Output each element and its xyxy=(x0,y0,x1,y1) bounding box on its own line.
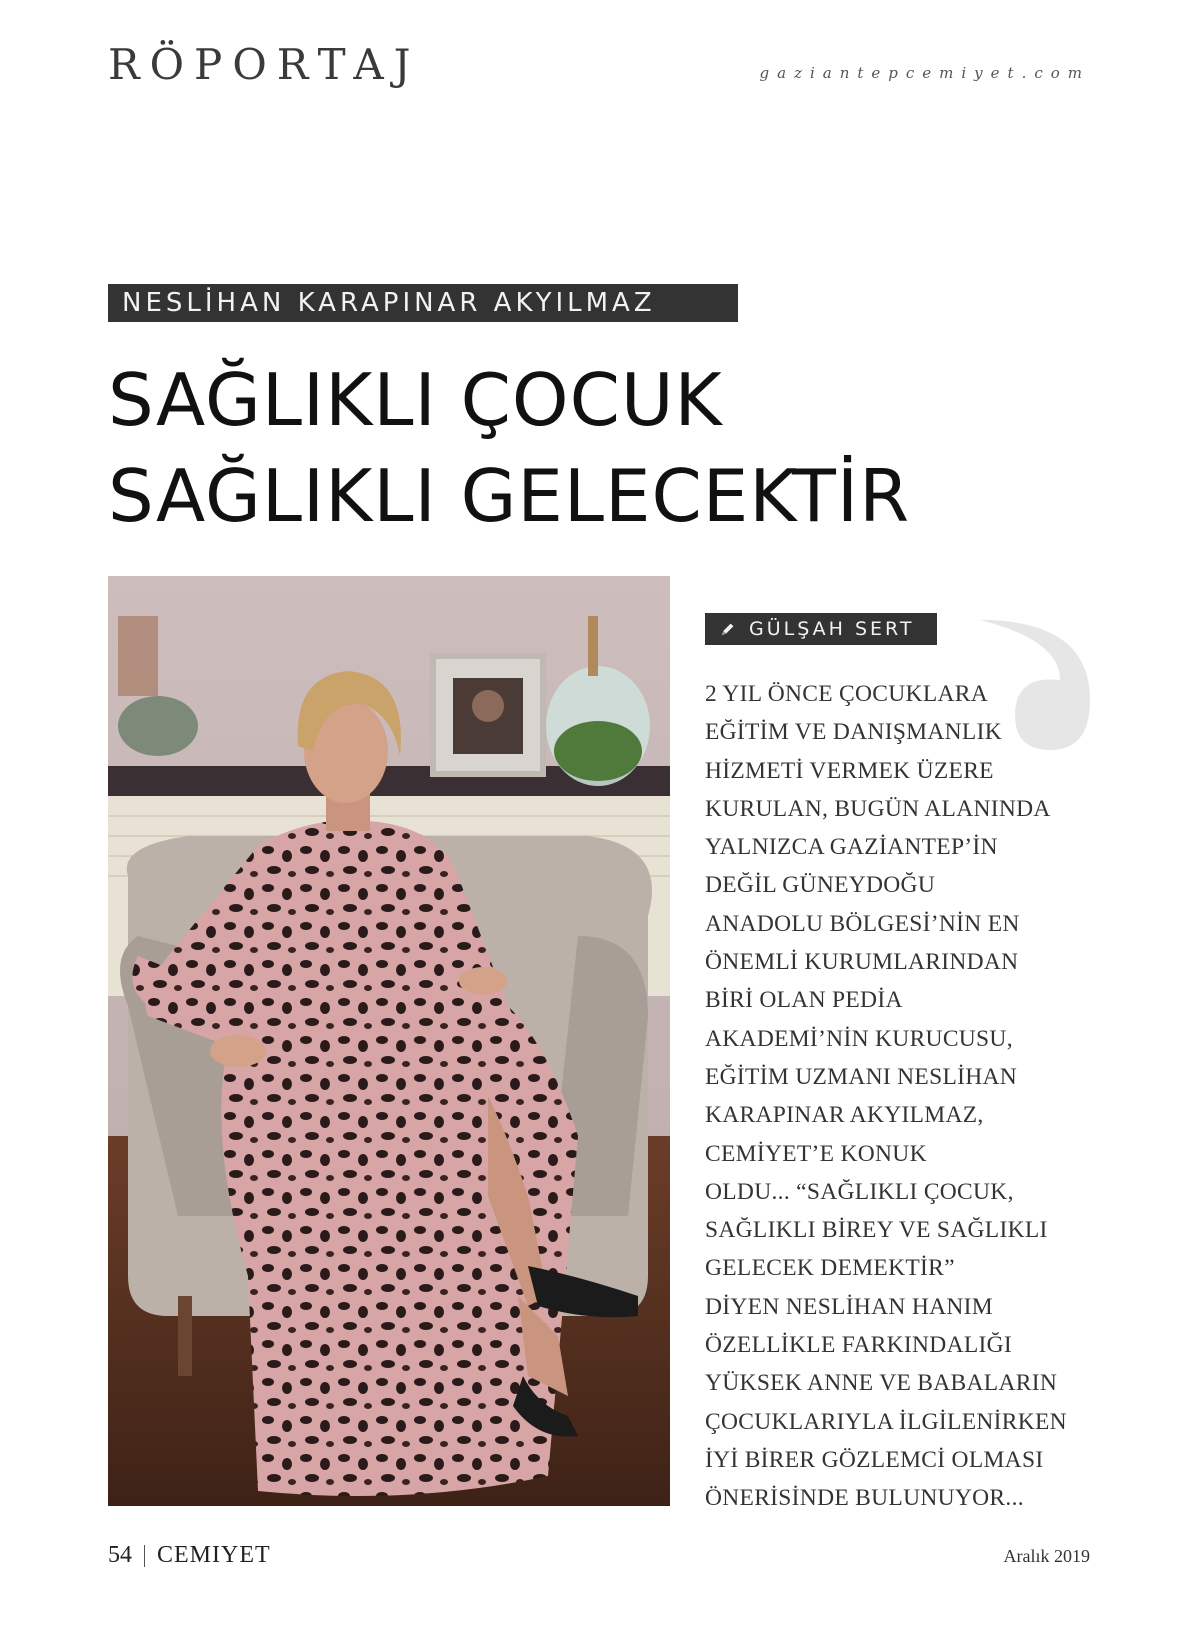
article-intro: 2 YIL ÖNCE ÇOCUKLARA EĞİTİM VE DANIŞMANLIK HİZMETİ VERMEK ÜZERE KURULAN, BUGÜN ALANINDA YALNIZCA GAZİANTEP’İN DEĞİL GÜNEYDOĞU ANADOLU BÖLGESİ’NİN EN ÖNEMLİ KURUMLARINDAN BİRİ OLAN PEDİA AKADEMİ’NİN KURUCUSU, EĞİTİM UZMANI NESLİHAN KARAPINAR AKYILMAZ, CEMİYET’E KONUK OLDU... “SAĞLIKLI ÇOCUK, SAĞLIKLI BİREY VE SAĞLIKLI GELECEK DEMEKTİR” DİYEN NESLİHAN HANIM ÖZELLİKLE FARKINDALIĞI YÜKSEK ANNE VE BABALARIN ÇOCUKLARIYLA İLGİLENİRKEN İYİ BİRER GÖZLEMCİ OLMASI ÖNERİSİNDE BULUNUYOR... xyxy=(705,681,1067,1512)
pen-icon xyxy=(719,620,737,638)
page-footer xyxy=(108,1542,271,1569)
footer-divider xyxy=(144,1545,145,1567)
headline-line-1: SAĞLIKLI ÇOCUK xyxy=(108,358,723,442)
author-name: GÜLŞAH SERT xyxy=(749,618,915,640)
portrait-photo xyxy=(108,576,670,1506)
issue-date: Aralık 2019 xyxy=(1003,1546,1090,1566)
author-tag xyxy=(705,613,937,645)
portrait-illustration xyxy=(108,576,670,1506)
website-url[interactable]: gaziantepcemiyet.com xyxy=(759,64,1090,82)
magazine-name: CEMIYET xyxy=(157,1542,271,1568)
article-headline xyxy=(108,352,1108,544)
page-number: 54 xyxy=(108,1542,132,1568)
headline-line-2: SAĞLIKLI GELECEKTİR xyxy=(108,454,911,538)
subject-name-banner: NESLİHAN KARAPINAR AKYILMAZ xyxy=(108,284,738,322)
section-label: RÖPORTAJ xyxy=(108,40,421,89)
